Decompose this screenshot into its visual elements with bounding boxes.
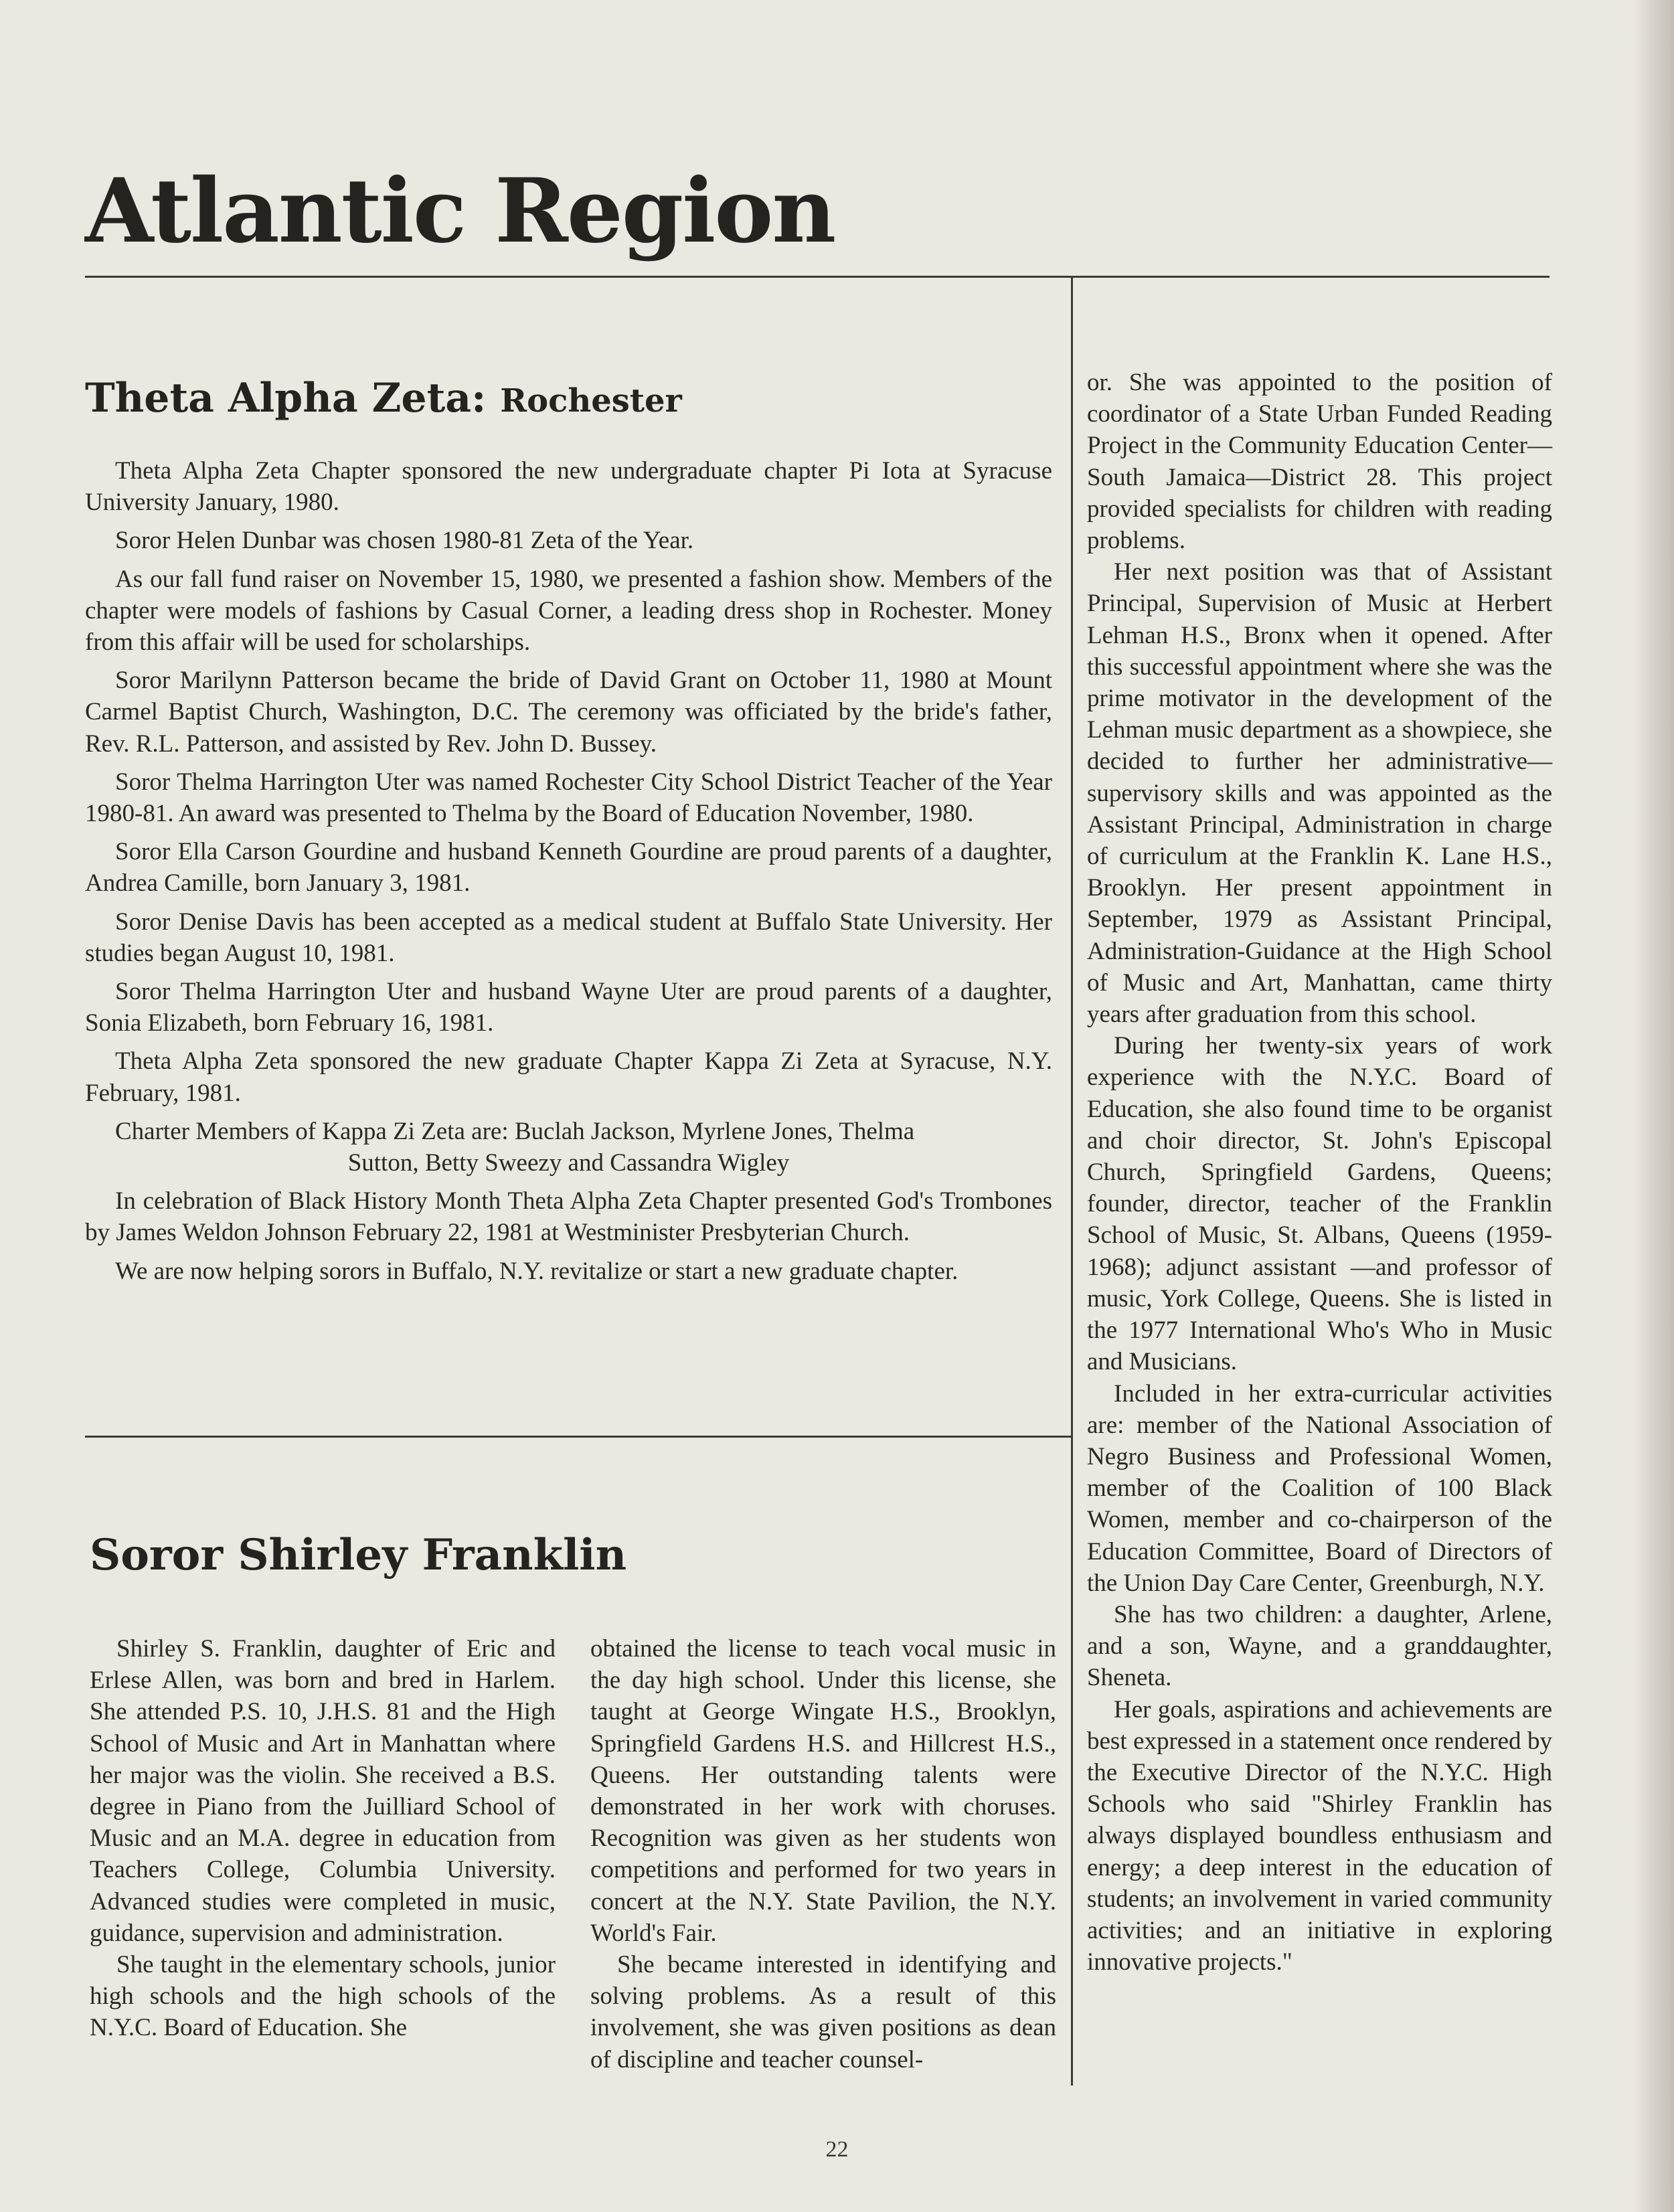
section1-paragraph: As our fall fund raiser on November 15, 1980, we presented a fashion show. Members of the chapter were models of fashions by Casual Corner, a leading dress shop in Rochester. Money from this affair will be used for scholarships.: [85, 565, 1052, 657]
page-edge-shadow: [1634, 0, 1674, 2212]
page-number: 22: [825, 2137, 849, 2162]
section1-paragraph: Soror Thelma Harrington Uter was named Rochester City School District Teacher of the Year 1980-81. An award was presented to Thelma by the Board of Education November, 1980.: [85, 768, 1052, 828]
charter-members: [85, 1116, 1052, 1179]
section1-paragraph: Soror Marilynn Patterson became the bride of David Grant on October 11, 1980 at Mount Carmel Baptist Church, Washington, D.C. The ceremony was officiated by the bride's father, Rev. R.L. Patterson, and assisted by Rev. John D. Bussey.: [85, 667, 1052, 758]
article-column-3: [1087, 367, 1552, 1978]
article-paragraph: She has two children: a daughter, Arlene, and a son, Wayne, and a granddaughter, Sheneta.: [1087, 1600, 1552, 1692]
charter-line-2: Sutton, Betty Sweezy and Cassandra Wigley: [347, 1149, 790, 1177]
article-paragraph: Included in her extra-curricular activities are: member of the National Association of Negro Business and Professional Women, member of the Coalition of 100 Black Women, member and co-chairperson of the Education Committee, Board of Directors of the Union Day Care Center, Greenburgh, N.Y.: [1087, 1379, 1552, 1597]
page-title: Atlantic Region: [85, 159, 835, 263]
section1-paragraph: Soror Thelma Harrington Uter and husband Wayne Uter are proud parents of a daughter, Sonia Elizabeth, born February 16, 1981.: [85, 978, 1052, 1037]
section1-heading: [85, 375, 682, 422]
section1-paragraph: Theta Alpha Zeta sponsored the new graduate Chapter Kappa Zi Zeta at Syracuse, N.Y. February, 1981.: [85, 1047, 1052, 1107]
article-paragraph: Her next position was that of Assistant Principal, Supervision of Music at Herbert Lehman H.S., Bronx when it opened. After this successful appointment where she was the prime motivator in the development of the Lehman music department as a showpiece, she decided to further her administrative—supervisory skills and was appointed as the Assistant Principal, Administration in charge of curriculum at the Franklin K. Lane H.S., Brooklyn. Her present appointment in September, 1979 as Assistant Principal, Administration-Guidance at the High School of Music and Art, Manhattan, came thirty years after graduation from this school.: [1087, 558, 1552, 1029]
section1-paragraph: Soror Denise Davis has been accepted as a medical student at Buffalo State University. Her studies began August 10, 1981.: [85, 908, 1052, 967]
section1-paragraph: Soror Ella Carson Gourdine and husband Kenneth Gourdine are proud parents of a daughter, Andrea Camille, born January 3, 1981.: [85, 838, 1052, 898]
section1-paragraph: Soror Helen Dunbar was chosen 1980-81 Zeta of the Year.: [115, 527, 694, 555]
article-paragraph: She taught in the elementary schools, junior high schools and the high schools of the N.Y.C. Board of Education. She: [90, 1951, 556, 2042]
section1-paragraph: Theta Alpha Zeta Chapter sponsored the new undergraduate chapter Pi Iota at Syracuse University January, 1980.: [85, 457, 1052, 517]
section-divider: [85, 1436, 1071, 1438]
article-column-1: [90, 1633, 556, 2044]
charter-line-1: Charter Members of Kappa Zi Zeta are: Buclah Jackson, Myrlene Jones, Thelma: [115, 1117, 915, 1145]
section1-paragraph: We are now helping sorors in Buffalo, N.Y. revitalize or start a new graduate chapter.: [115, 1257, 958, 1285]
article-paragraph: Shirley S. Franklin, daughter of Eric and Erlese Allen, was born and bred in Harlem. She attended P.S. 10, J.H.S. 81 and the High School of Music and Art in Manhattan where her major was the violin. She received a B.S. degree in Piano from the Juilliard School of Music and an M.A. degree in education from Teachers College, Columbia University. Advanced studies were completed in music, guidance, supervision and administration.: [90, 1635, 556, 1947]
article-column-2: [590, 1633, 1056, 2075]
article-paragraph: or. She was appointed to the position of coordinator of a State Urban Funded Reading Project in the Community Education Center—South Jamaica—District 28. This project provided specialists for children with reading problems.: [1087, 369, 1552, 555]
article-paragraph: obtained the license to teach vocal music in the day high school. Under this license, she taught at George Wingate H.S., Brooklyn, Springfield Gardens H.S. and Hillcrest H.S., Queens. Her outstanding talents were demonstrated in her work with choruses. Recognition was given as her students won competitions and performed for two years in concert at the N.Y. State Pavilion, the N.Y. World's Fair.: [590, 1635, 1056, 1947]
section1-body: [85, 455, 1052, 1294]
section2-heading: Soror Shirley Franklin: [90, 1530, 627, 1580]
section1-heading-main: Theta Alpha Zeta:: [85, 375, 487, 422]
section1-heading-sub: Rochester: [500, 382, 682, 420]
section1-paragraph: In celebration of Black History Month Theta Alpha Zeta Chapter presented God's Trombones by James Weldon Johnson February 22, 1981 at Westminister Presbyterian Church.: [85, 1187, 1052, 1247]
title-rule: [85, 276, 1550, 278]
article-paragraph: She became interested in identifying and solving problems. As a result of this involvement, she was given positions as dean of discipline and teacher counsel-: [590, 1951, 1056, 2073]
article-paragraph: Her goals, aspirations and achievements are best expressed in a statement once rendered by the Executive Director of the N.Y.C. High Schools who said "Shirley Franklin has always displayed boundless enthusiasm and energy; a deep interest in the education of students; an involvement in varied community activities; and an initiative in exploring innovative projects.": [1087, 1695, 1552, 1976]
article-paragraph: During her twenty-six years of work experience with the N.Y.C. Board of Education, she also found time to be organist and choir director, St. John's Episcopal Church, Springfield Gardens, Queens; founder, director, teacher of the Franklin School of Music, St. Albans, Queens (1959-1968); adjunct assistant —and professor of music, York College, Queens. She is listed in the 1977 International Who's Who in Music and Musicians.: [1087, 1032, 1552, 1376]
column-divider: [1071, 277, 1073, 2086]
